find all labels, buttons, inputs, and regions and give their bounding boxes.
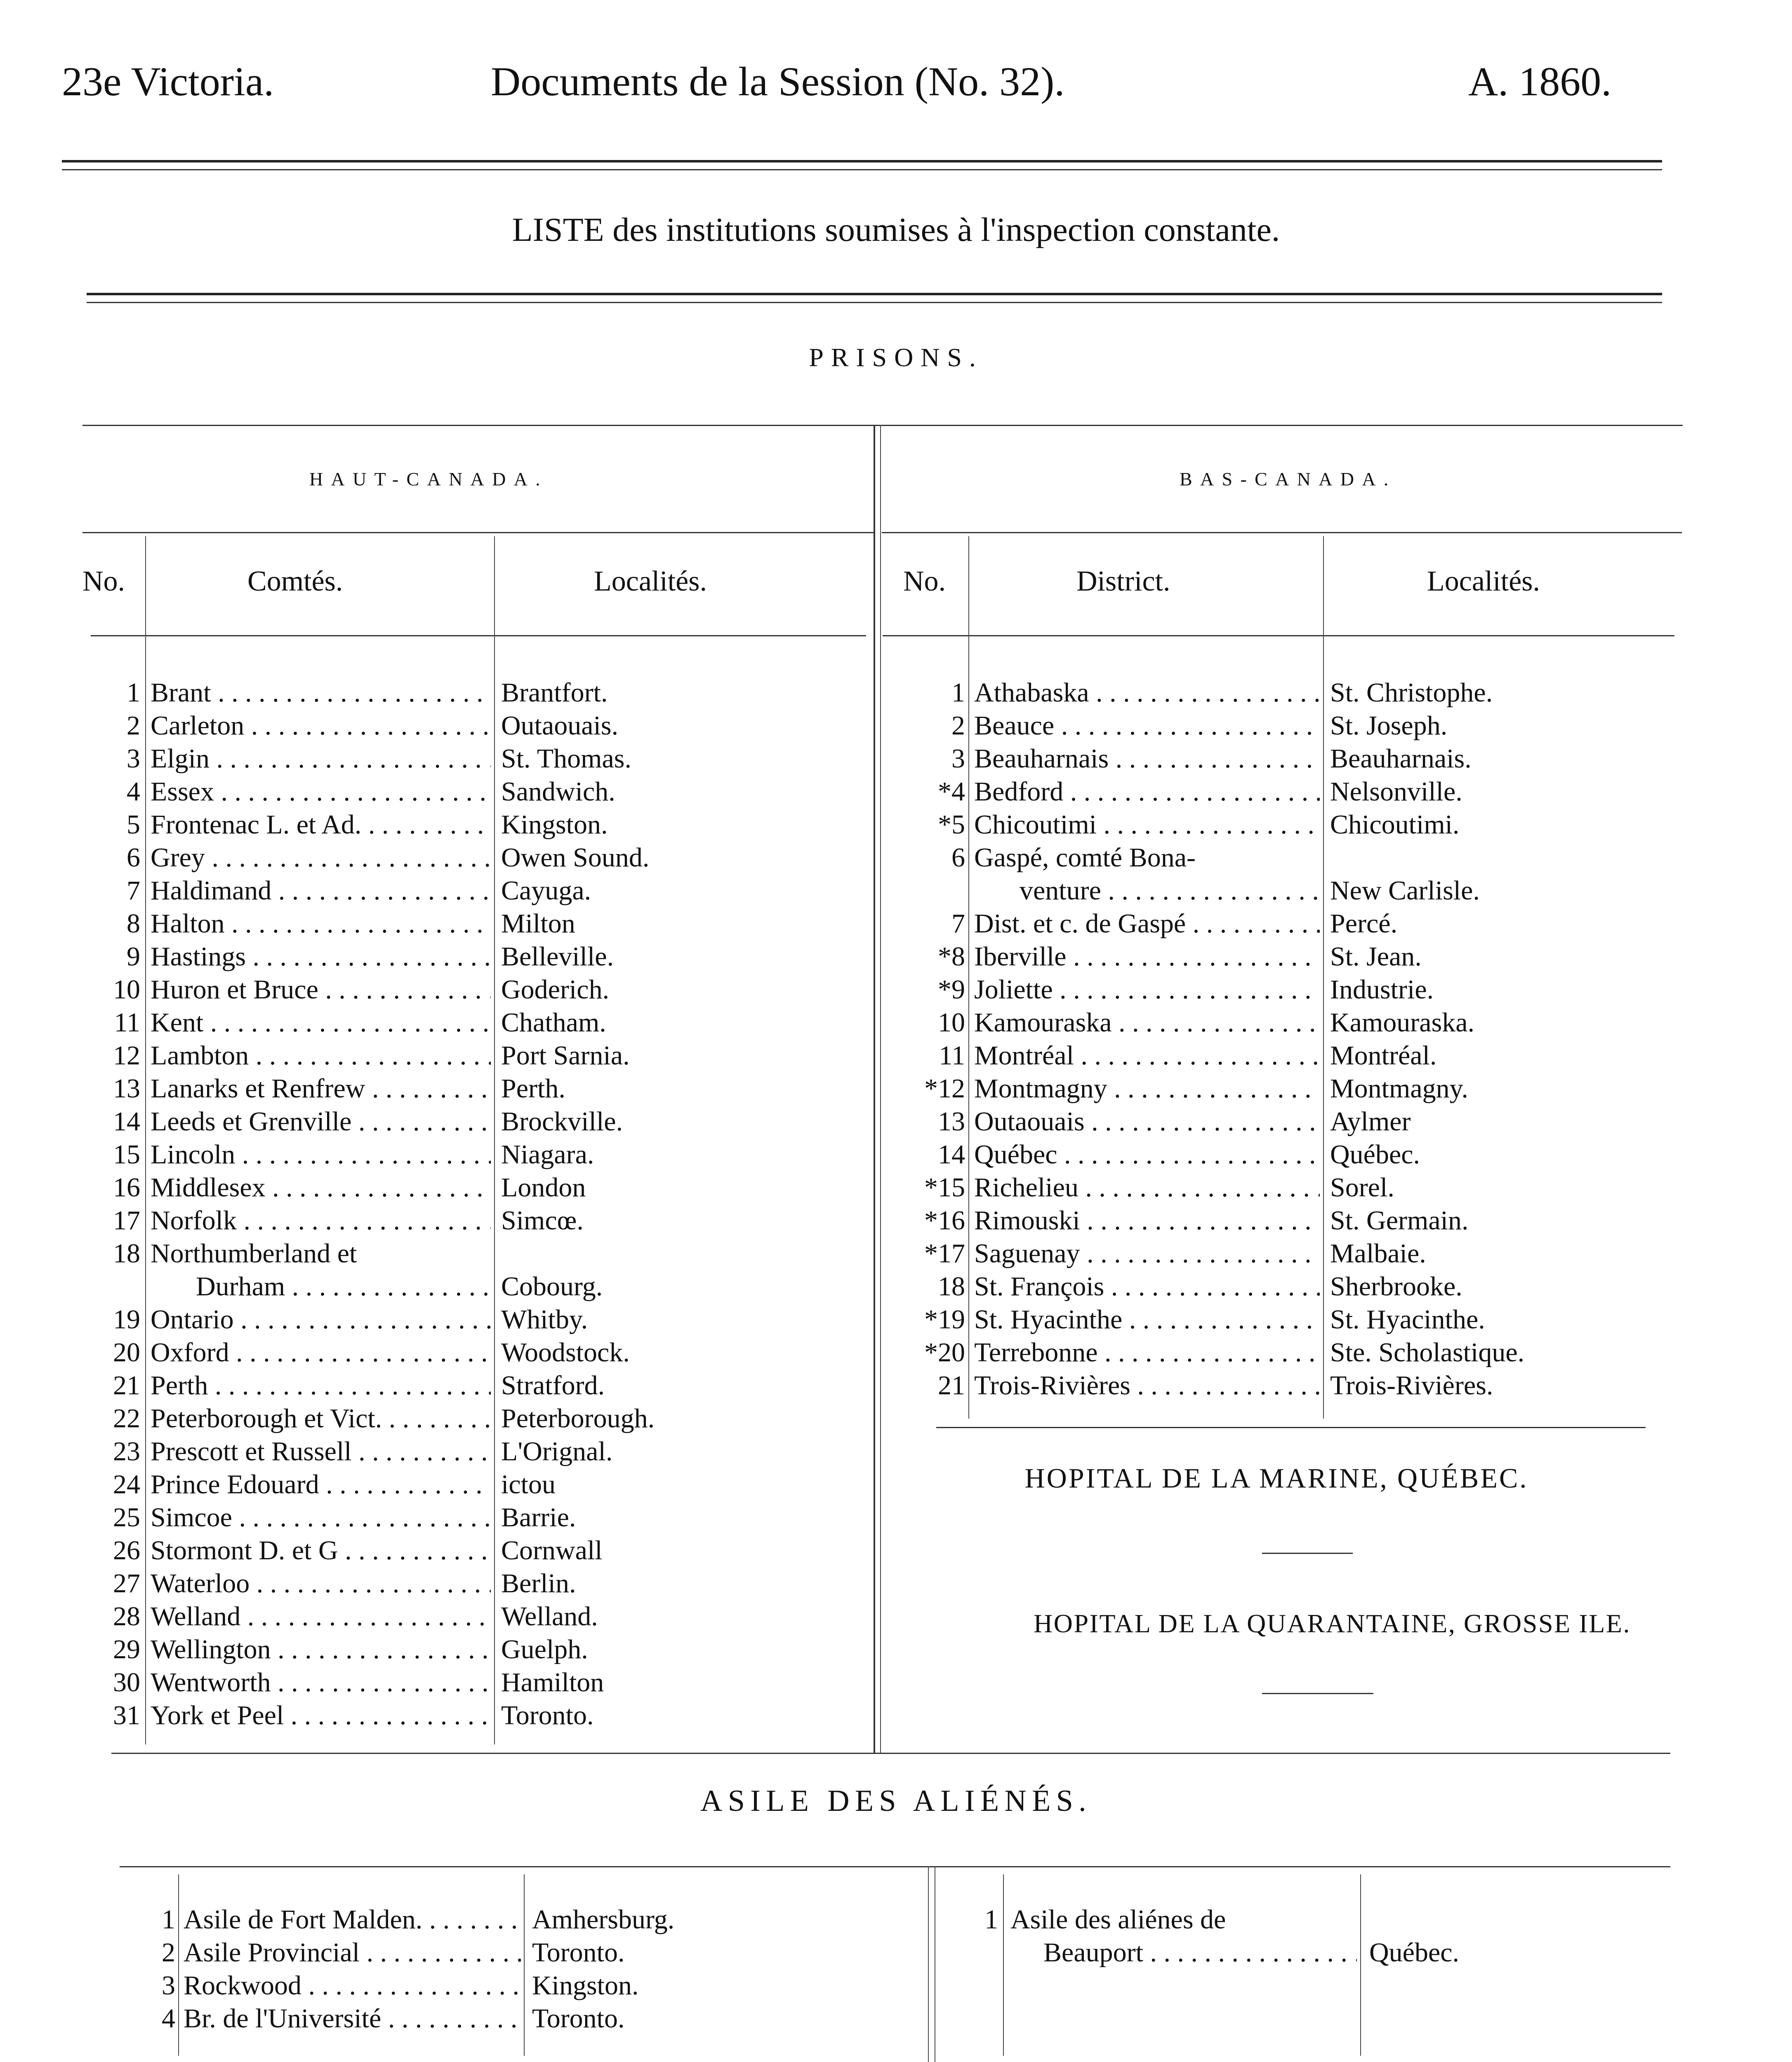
- title-rule-1: [87, 293, 1662, 295]
- hc-row-no: 20: [113, 1337, 140, 1368]
- bc-row-loc: New Carlisle.: [1330, 876, 1480, 906]
- bc-row-name: venture . . .: [1020, 874, 1320, 907]
- hc-row-no: 22: [113, 1403, 140, 1434]
- hc-row-no: 6: [127, 843, 140, 873]
- asile-right-sep-name: [1360, 1874, 1361, 2056]
- bc-row-name: Beauharnais . . .: [974, 742, 1320, 775]
- asile-right-name-1: Asile des aliénes de: [1010, 1904, 1226, 1935]
- hc-row-loc: Berlin.: [501, 1568, 576, 1598]
- header-right: A. 1860.: [1468, 59, 1612, 104]
- hc-row-no: 24: [113, 1469, 140, 1499]
- hc-row-no: 31: [113, 1700, 140, 1730]
- bc-row-no: 6: [951, 843, 965, 873]
- hc-row-name: Lanarks et Renfrew . . .: [151, 1072, 491, 1105]
- bc-row-name: Québec . . .: [974, 1138, 1320, 1171]
- bc-row-no: 3: [951, 744, 965, 774]
- bc-row-loc: St. Germain.: [1330, 1205, 1469, 1236]
- hc-row-name: Kent . . .: [151, 1006, 491, 1039]
- bc-row-no: *20: [924, 1337, 965, 1368]
- hc-row-no: 2: [127, 711, 140, 741]
- hc-row-name: Huron et Bruce . . .: [151, 973, 491, 1006]
- asile-left-row-name: Rockwood . . .: [184, 1969, 521, 2002]
- hc-row-loc: Barrie.: [501, 1502, 576, 1532]
- asile-left-row-loc: Amhersburg.: [532, 1904, 675, 1935]
- hc-row-no: 4: [127, 777, 140, 807]
- title-rule-2: [87, 302, 1662, 303]
- bc-row-name: Bedford . . .: [974, 775, 1320, 808]
- hc-row-loc: Sandwich.: [501, 777, 615, 807]
- bc-row-no: 10: [938, 1007, 965, 1038]
- bc-row-name: Beauce . . .: [974, 709, 1320, 742]
- asile-left-row-no: 1: [162, 1904, 175, 1935]
- hc-row-name: Stormont D. et G . . .: [151, 1534, 491, 1567]
- hc-row-loc: Brantfort.: [501, 678, 608, 708]
- prisons-heading: PRISONS.: [809, 343, 983, 372]
- bc-row-no: 1: [951, 678, 965, 708]
- hc-row-loc: Goderich.: [501, 975, 610, 1005]
- hc-row-no: 21: [113, 1370, 140, 1401]
- bc-row-name: St. François . . .: [974, 1270, 1320, 1303]
- hc-row-name: Northumberland et: [151, 1238, 357, 1269]
- bc-row-name: Iberville . . .: [974, 940, 1320, 973]
- asile-center-divider: [928, 1866, 929, 2062]
- hc-row-name: Leeds et Grenville . . .: [151, 1105, 491, 1138]
- bc-row-no: 2: [951, 711, 965, 741]
- hc-row-name: Lambton . . .: [151, 1039, 491, 1072]
- hc-row-name: Waterloo . . .: [151, 1567, 491, 1600]
- hc-row-loc: Cobourg.: [501, 1271, 603, 1302]
- header-center: Documents de la Session (No. 32).: [491, 59, 1065, 104]
- hc-row-loc: Chatham.: [501, 1007, 606, 1038]
- hc-row-loc: Simcœ.: [501, 1205, 584, 1236]
- asile-right-loc: Québec.: [1369, 1937, 1460, 1968]
- hc-row-loc: ictou: [501, 1469, 556, 1499]
- hc-sep-name: [494, 536, 495, 1744]
- bc-row-no: 13: [938, 1106, 965, 1137]
- bc-sep-no: [968, 536, 969, 1419]
- hc-row-loc: Owen Sound.: [501, 843, 650, 873]
- bc-row-name: Richelieu . . .: [974, 1171, 1320, 1204]
- bc-row-loc: Ste. Scholastique.: [1330, 1337, 1525, 1368]
- bc-row-no: *19: [924, 1304, 965, 1335]
- hc-row-loc: Brockville.: [501, 1106, 623, 1137]
- bc-row-no: *16: [924, 1205, 965, 1236]
- bc-row-name: Dist. et c. de Gaspé . . .: [974, 907, 1320, 940]
- bc-row-loc: Aylmer: [1330, 1106, 1411, 1137]
- asile-left-sep-name: [524, 1874, 525, 2056]
- hc-row-no: 12: [113, 1040, 140, 1071]
- hc-row-name: Haldimand . . .: [151, 874, 491, 907]
- hc-row-no: 18: [113, 1238, 140, 1269]
- bc-row-no: 11: [939, 1040, 965, 1071]
- bc-row-name: Outaouais . . .: [974, 1105, 1320, 1138]
- hc-row-name: Wentworth . . .: [151, 1666, 491, 1699]
- hc-row-loc: Niagara.: [501, 1139, 594, 1170]
- hc-row-no: 3: [127, 744, 140, 774]
- hc-row-loc: Milton: [501, 909, 575, 939]
- bc-row-name: Montréal . . .: [974, 1039, 1320, 1072]
- hc-row-loc: Peterborough.: [501, 1403, 655, 1434]
- bc-col-loc: Localités.: [1427, 565, 1540, 597]
- hc-row-no: 15: [113, 1139, 140, 1170]
- bc-row-name: Kamouraska . . .: [974, 1006, 1320, 1039]
- bc-row-no: 7: [951, 909, 965, 939]
- asile-top-rule: [120, 1866, 1670, 1867]
- asile-left-sep-no: [178, 1874, 179, 2056]
- hc-row-no: 13: [113, 1073, 140, 1104]
- hopital-marine: HOPITAL DE LA MARINE, QUÉBEC.: [1024, 1462, 1528, 1494]
- hc-row-loc: Perth.: [501, 1073, 565, 1104]
- header-left: 23e Victoria.: [62, 59, 274, 104]
- hc-row-no: 5: [127, 810, 140, 840]
- bc-row-name: Rimouski . . .: [974, 1204, 1320, 1237]
- hc-row-name: Simcoe . . .: [151, 1501, 491, 1534]
- hc-row-loc: London: [501, 1172, 586, 1203]
- hc-row-name: Halton . . .: [151, 907, 491, 940]
- hopital-divider-2: [1262, 1693, 1373, 1694]
- prisons-center-divider-2: [880, 425, 881, 1753]
- asile-left-row-loc: Kingston.: [532, 1970, 639, 2001]
- bc-row-loc: Industrie.: [1330, 975, 1434, 1005]
- hc-row-name: York et Peel . . .: [151, 1699, 491, 1732]
- bc-row-name: Montmagny . . .: [974, 1072, 1320, 1105]
- bas-canada-label: BAS-CANADA.: [1180, 468, 1396, 490]
- hc-col-name: Comtés.: [247, 565, 343, 597]
- bc-row-loc: Montmagny.: [1330, 1073, 1468, 1104]
- hc-row-loc: Welland.: [501, 1601, 598, 1631]
- hc-row-name: Frontenac L. et Ad. . . .: [151, 808, 491, 841]
- bc-row-loc: Québec.: [1330, 1139, 1420, 1170]
- bc-row-no: *12: [924, 1073, 965, 1104]
- hc-row-no: 28: [113, 1601, 140, 1631]
- bc-row-loc: Beauharnais.: [1330, 744, 1472, 774]
- hc-row-name: Grey . . .: [151, 841, 491, 874]
- header-rule-2: [62, 169, 1662, 170]
- bc-row-no: *8: [938, 942, 965, 972]
- hc-row-loc: Cayuga.: [501, 876, 591, 906]
- prisons-center-divider: [874, 425, 875, 1753]
- bc-row-no: 18: [938, 1271, 965, 1302]
- prisons-top-rule: [82, 425, 1683, 426]
- asile-left-row-no: 3: [162, 1970, 175, 2001]
- hc-row-no: 29: [113, 1634, 140, 1664]
- hc-row-no: 1: [127, 678, 140, 708]
- bc-row-no: *4: [938, 777, 965, 807]
- hc-row-name: Prescott et Russell . . .: [151, 1435, 491, 1468]
- hc-row-name: Brant . . .: [151, 676, 491, 709]
- hc-row-no: 27: [113, 1568, 140, 1598]
- bc-row-loc: Sorel.: [1330, 1172, 1394, 1203]
- asile-heading: ASILE DES ALIÉNÉS.: [700, 1784, 1092, 1818]
- hc-row-no: 25: [113, 1502, 140, 1532]
- bc-row-loc: St. Hyacinthe.: [1330, 1304, 1485, 1335]
- hc-row-no: 26: [113, 1535, 140, 1565]
- bc-row-no: *15: [924, 1172, 965, 1203]
- bc-row-loc: Montréal.: [1330, 1040, 1437, 1071]
- hc-row-name: Perth . . .: [151, 1369, 491, 1402]
- bc-row-name: Saguenay . . .: [974, 1237, 1320, 1270]
- bc-row-loc: St. Christophe.: [1330, 678, 1493, 708]
- hc-row-no: 16: [113, 1172, 140, 1203]
- hc-row-no: 7: [127, 876, 140, 906]
- bc-sep-name: [1323, 536, 1324, 1419]
- hc-row-name: Elgin . . .: [151, 742, 491, 775]
- bc-row-loc: Malbaie.: [1330, 1238, 1426, 1269]
- hc-row-no: 19: [113, 1304, 140, 1335]
- hc-row-name: Carleton . . .: [151, 709, 491, 742]
- bc-row-loc: Nelsonville.: [1330, 777, 1462, 807]
- bc-row-no: *17: [924, 1238, 965, 1269]
- hc-row-loc: Woodstock.: [501, 1337, 630, 1368]
- bc-row-name: Athabaska . . .: [974, 676, 1320, 709]
- bc-row-loc: St. Joseph.: [1330, 711, 1448, 741]
- bc-row-loc: Trois-Rivières.: [1330, 1370, 1493, 1401]
- hc-row-name: Middlesex . . .: [151, 1171, 491, 1204]
- hc-row-name: Hastings . . .: [151, 940, 491, 973]
- hc-sep-no: [145, 536, 146, 1744]
- hc-row-name: Durham . . .: [196, 1270, 491, 1303]
- hopital-quarantaine: HOPITAL DE LA QUARANTAINE, GROSSE ILE.: [1033, 1609, 1631, 1638]
- hc-row-name: Welland . . .: [151, 1600, 491, 1633]
- bc-row-no: 21: [938, 1370, 965, 1401]
- hc-row-no: 17: [113, 1205, 140, 1236]
- prisons-subhead-rule-left: [82, 532, 874, 533]
- hc-col-loc: Localités.: [594, 565, 707, 597]
- hc-row-loc: L'Orignal.: [501, 1436, 613, 1466]
- asile-left-row-loc: Toronto.: [532, 1937, 625, 1968]
- asile-right-sep-no: [1003, 1874, 1004, 2056]
- asile-left-row-loc: Toronto.: [532, 2003, 625, 2034]
- hc-row-name: Wellington . . .: [151, 1633, 491, 1666]
- hc-row-no: 9: [127, 942, 140, 972]
- bc-row-no: *5: [938, 810, 965, 840]
- haut-canada-label: HAUT-CANADA.: [309, 468, 548, 490]
- hc-row-no: 14: [113, 1106, 140, 1137]
- hc-row-loc: Guelph.: [501, 1634, 588, 1664]
- hc-row-no: 10: [113, 975, 140, 1005]
- hc-row-no: 23: [113, 1436, 140, 1466]
- hc-row-loc: Hamilton: [501, 1667, 604, 1697]
- bc-row-loc: Percé.: [1330, 909, 1398, 939]
- hc-row-loc: St. Thomas.: [501, 744, 631, 774]
- hc-row-loc: Belleville.: [501, 942, 614, 972]
- hc-row-name: Ontario . . .: [151, 1303, 491, 1336]
- hc-row-loc: Kingston.: [501, 810, 608, 840]
- hopital-divider: [1262, 1553, 1353, 1554]
- asile-left-row-name: Br. de l'Université . . .: [184, 2002, 521, 2035]
- bc-col-name: District.: [1076, 565, 1170, 597]
- bc-row-no: 14: [938, 1139, 965, 1170]
- hc-row-loc: Stratford.: [501, 1370, 605, 1401]
- hc-row-name: Norfolk . . .: [151, 1204, 491, 1237]
- bc-row-loc: Kamouraska.: [1330, 1007, 1475, 1038]
- bc-row-name: Joliette . . .: [974, 973, 1320, 1006]
- bc-row-name: Terrebonne . . .: [974, 1336, 1320, 1369]
- asile-left-row-name: Asile de Fort Malden. . . .: [184, 1903, 521, 1936]
- page-title: LISTE des institutions soumises à l'inspection constante.: [512, 211, 1280, 248]
- hc-row-loc: Toronto.: [501, 1700, 594, 1730]
- bc-row-loc: Sherbrooke.: [1330, 1271, 1462, 1302]
- hc-row-no: 11: [114, 1007, 140, 1038]
- prisons-subhead-rule-right: [882, 532, 1682, 533]
- bc-row-name: Trois-Rivières . . .: [974, 1369, 1320, 1402]
- prisons-bottom-rule: [111, 1753, 1670, 1754]
- asile-left-row-no: 4: [162, 2003, 175, 2034]
- bc-row-loc: Chicoutimi.: [1330, 810, 1460, 840]
- hc-row-loc: Port Sarnia.: [501, 1040, 630, 1071]
- hc-row-loc: Outaouais.: [501, 711, 619, 741]
- hc-row-loc: Whitby.: [501, 1304, 588, 1335]
- header-rule-1: [62, 160, 1662, 162]
- hc-colhead-rule: [91, 635, 866, 636]
- hc-col-no: No.: [82, 565, 125, 597]
- hc-row-no: 30: [113, 1667, 140, 1697]
- asile-right-name-2: Beauport . . .: [1043, 1936, 1357, 1969]
- hc-row-no: 8: [127, 909, 140, 939]
- hc-row-name: Prince Edouard . . .: [151, 1468, 491, 1501]
- hc-row-name: Peterborough et Vict. . . .: [151, 1402, 491, 1435]
- bc-row-name: Chicoutimi . . .: [974, 808, 1320, 841]
- hc-row-name: Essex . . .: [151, 775, 491, 808]
- asile-left-row-no: 2: [162, 1937, 175, 1968]
- bc-row-name: Gaspé, comté Bona-: [974, 843, 1196, 873]
- hc-row-name: Lincoln . . .: [151, 1138, 491, 1171]
- bc-end-rule: [936, 1427, 1646, 1428]
- asile-right-no: 1: [984, 1904, 998, 1935]
- bc-row-no: *9: [938, 975, 965, 1005]
- bc-row-name: St. Hyacinthe . . .: [974, 1303, 1320, 1336]
- hc-row-loc: Cornwall: [501, 1535, 603, 1565]
- bc-row-loc: St. Jean.: [1330, 942, 1422, 972]
- bc-colhead-rule: [883, 635, 1674, 636]
- asile-left-row-name: Asile Provincial . . .: [184, 1936, 521, 1969]
- hc-row-name: Oxford . . .: [151, 1336, 491, 1369]
- bc-col-no: No.: [903, 565, 946, 597]
